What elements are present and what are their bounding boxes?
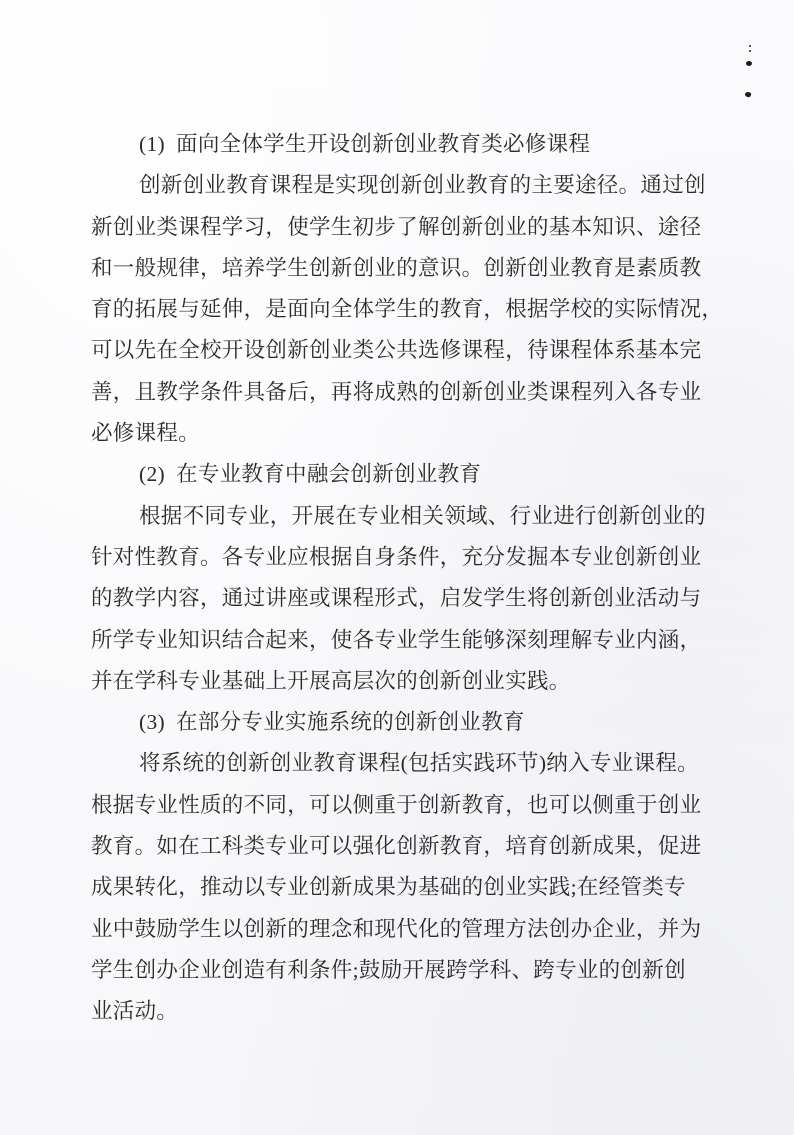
text-line: 新创业类课程学习，使学生初步了解创新创业的基本知识、途径: [91, 214, 702, 239]
text-line: 业中鼓励学生以创新的理念和现代化的管理方法创办企业，并为: [91, 916, 702, 941]
ink-speck: [749, 45, 751, 47]
text-block: [91, 124, 724, 1033]
text-line: 业活动。: [91, 999, 179, 1024]
text-line: 教育。如在工科类专业可以强化创新教育，培育创新成果，促进: [91, 834, 702, 859]
heading-line-3: (3) 在部分专业实施系统的创新创业教育: [139, 710, 525, 735]
text-line: 的教学内容，通过讲座或课程形式，启发学生将创新创业活动与: [91, 586, 702, 611]
ink-speck: [749, 50, 751, 52]
text-line: 学生创办企业创造有利条件;鼓励开展跨学科、跨专业的创新创: [91, 957, 686, 982]
ink-speck: [746, 61, 752, 66]
ink-speck: [744, 91, 751, 98]
text-line: 并在学科专业基础上开展高层次的创新创业实践。: [91, 668, 571, 693]
text-line: 成果转化，推动以专业创新成果为基础的创业实践;在经管类专: [91, 875, 686, 900]
text-line: 创新创业教育课程是实现创新创业教育的主要途径。通过创: [139, 173, 706, 198]
heading-line-2: (2) 在专业教育中融会创新创业教育: [139, 462, 482, 487]
heading-line-1: (1) 面向全体学生开设创新创业教育类必修课程: [139, 132, 591, 156]
text-line: 育的拓展与延伸，是面向全体学生的教育，根据学校的实际情况，: [91, 297, 724, 322]
text-line: 善，且教学条件具备后，再将成熟的创新创业类课程列入各专业: [91, 379, 702, 404]
text-line: 所学专业知识结合起来，使各专业学生能够深刻理解专业内涵，: [91, 627, 702, 652]
text-line: 根据专业性质的不同，可以侧重于创新教育，也可以侧重于创业: [91, 792, 702, 817]
text-line: 将系统的创新创业教育课程(包括实践环节)纳入专业课程。: [139, 751, 699, 776]
text-line: 必修课程。: [91, 421, 201, 446]
text-line: 可以先在全校开设创新创业类公共选修课程，待课程体系基本完: [91, 338, 702, 363]
text-line: 针对性教育。各专业应根据自身条件，充分发掘本专业创新创业: [91, 544, 702, 569]
text-line: 和一般规律，培养学生创新创业的意识。创新创业教育是素质教: [91, 255, 702, 280]
text-line: 根据不同专业，开展在专业相关领域、行业进行创新创业的: [139, 503, 706, 528]
